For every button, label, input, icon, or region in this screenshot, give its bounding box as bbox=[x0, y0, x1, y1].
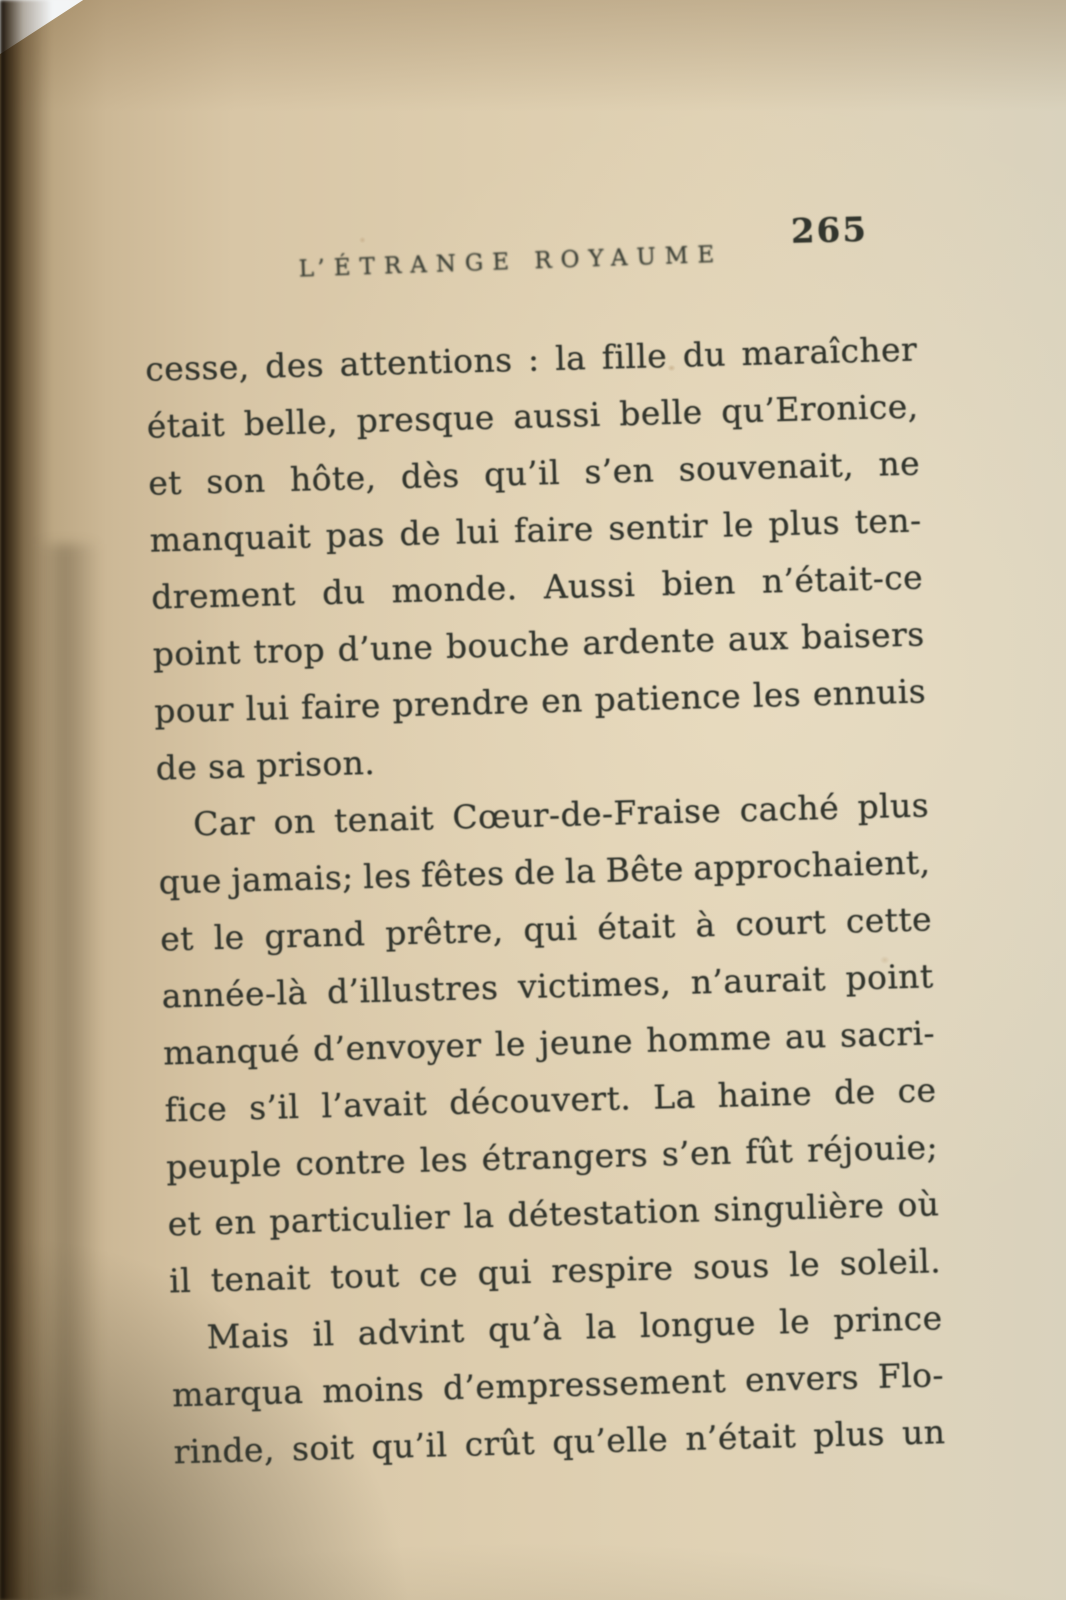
text-line: que jamais; les fêtes de la Bête approchaient, bbox=[158, 842, 931, 902]
text-line: drement du monde. Aussi bien n’était-ce bbox=[150, 557, 924, 617]
text-line: il tenait tout ce qui respire sous le soleil. bbox=[168, 1241, 942, 1301]
text-line: pour lui faire prendre en patience les ennuis bbox=[153, 671, 927, 731]
text-line: et le grand prêtre, qui était à court cette bbox=[159, 899, 933, 959]
text-line: rinde, soit qu’il crût qu’elle n’était plus un bbox=[173, 1412, 946, 1472]
page-header bbox=[142, 209, 916, 341]
text-line: manquait pas de lui faire sentir le plus ten- bbox=[149, 500, 922, 560]
text-line: était belle, presque aussi belle qu’Eronice, bbox=[146, 386, 920, 446]
text-line: Mais il advint qu’à la longue le prince bbox=[206, 1298, 943, 1357]
text-line: point trop d’une bouche ardente aux baisers bbox=[152, 614, 925, 674]
page-number: 265 bbox=[790, 209, 869, 252]
text-line: année-là d’illustres victimes, n’aurait point bbox=[161, 956, 934, 1016]
text-block bbox=[145, 321, 947, 1481]
text-line: cesse, des attentions : la fille du maraîcher bbox=[144, 329, 918, 389]
page-content bbox=[142, 209, 946, 1481]
text-line: marqua moins d’empressement envers Flo- bbox=[171, 1355, 945, 1415]
text-line: peuple contre les étrangers s’en fût réjouie; bbox=[165, 1127, 939, 1187]
page-gutter-shadow bbox=[36, 544, 100, 1600]
text-line: et son hôte, dès qu’il s’en souvenait, ne bbox=[147, 443, 921, 503]
text-line: fice s’il l’avait découvert. La haine de ce bbox=[164, 1070, 937, 1130]
text-line: Car on tenait Cœur-de-Fraise caché plus bbox=[192, 785, 930, 844]
text-line: manqué d’envoyer le jeune homme au sacri- bbox=[162, 1013, 936, 1073]
text-line: et en particulier la détestation singulière où bbox=[167, 1184, 940, 1244]
text-line: de sa prison. bbox=[155, 742, 376, 788]
running-title: L’ÉTRANGE ROYAUME bbox=[298, 241, 724, 283]
